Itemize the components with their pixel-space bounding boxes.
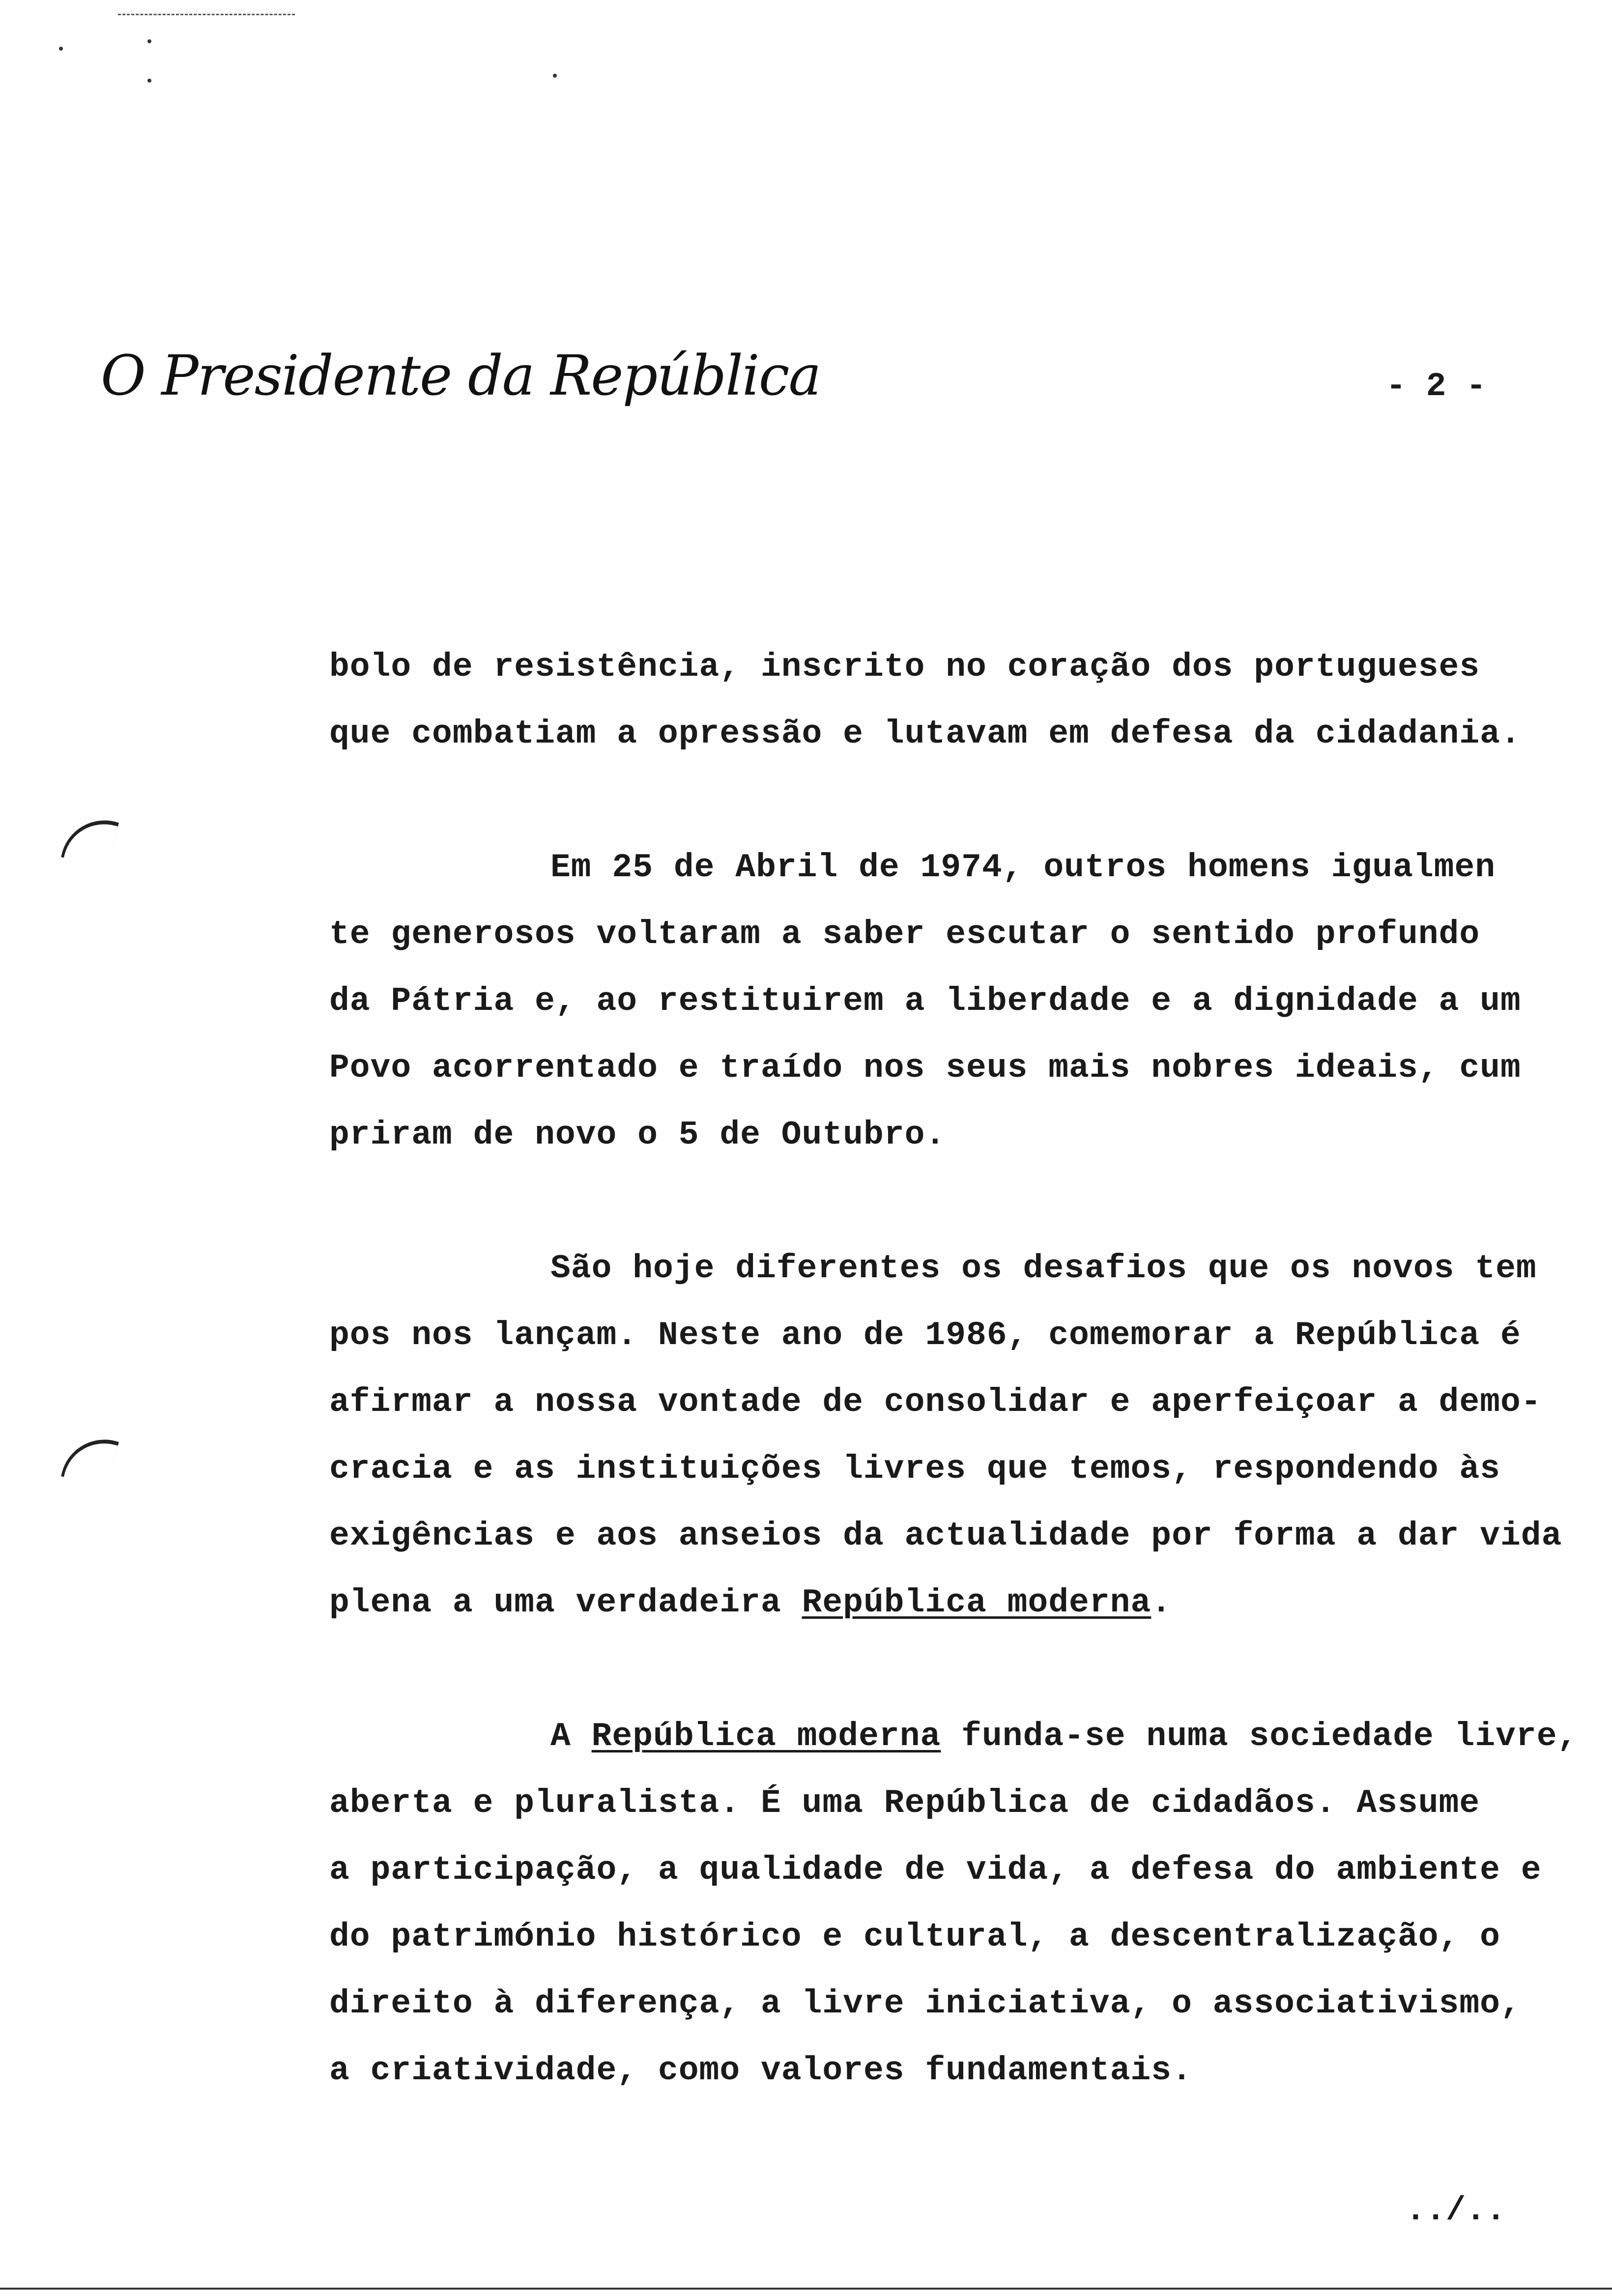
scan-speck: [147, 39, 151, 43]
continuation-marker: ../..: [1406, 2192, 1506, 2230]
underlined-phrase: República moderna: [802, 1584, 1151, 1622]
text-line: Povo acorrentado e traído nos seus mais nobres ideais, cum: [329, 1049, 1521, 1087]
text-line: bolo de resistência, inscrito no coração dos portugueses: [329, 648, 1480, 686]
text-line: a criatividade, como valores fundamentais.: [329, 2052, 1192, 2090]
punch-hole-mark: [61, 810, 119, 869]
letterhead-title: O Presidente da República: [101, 344, 821, 408]
text-line: te generosos voltaram a saber escutar o sentido profundo: [329, 916, 1480, 953]
text-line: Em 25 de Abril de 1974, outros homens igualmen: [550, 849, 1496, 887]
text-line: exigências e aos anseios da actualidade por forma a dar vida: [329, 1517, 1562, 1555]
document-body: [329, 634, 1587, 2171]
scan-edge-line: [0, 2288, 1612, 2290]
scan-mark: [118, 14, 295, 15]
text-segment: A: [550, 1718, 592, 1755]
text-line: São hoje diferentes os desafios que os novos tem: [550, 1250, 1537, 1288]
text-line: [329, 1570, 1587, 1636]
text-line: pos nos lançam. Neste ano de 1986, comemorar a República é: [329, 1317, 1521, 1354]
text-segment: .: [1151, 1584, 1172, 1622]
text-line: a participação, a qualidade de vida, a defesa do ambiente e: [329, 1851, 1542, 1889]
paragraph-3: [329, 1235, 1587, 1636]
text-line: direito à diferença, a livre iniciativa, o associativismo,: [329, 1985, 1521, 2023]
text-line: priram de novo o 5 de Outubro.: [329, 1116, 946, 1154]
page-number: - 2 -: [1386, 368, 1487, 405]
paragraph-2: [329, 834, 1587, 1169]
text-line: do património histórico e cultural, a descentralização, o: [329, 1918, 1500, 1956]
text-line: afirmar a nossa vontade de consolidar e aperfeiçoar a demo-: [329, 1383, 1542, 1421]
text-line: cracia e as instituições livres que temos, respondendo às: [329, 1450, 1500, 1488]
scan-speck: [59, 47, 63, 51]
text-line: que combatiam a opressão e lutavam em defesa da cidadania.: [329, 715, 1521, 753]
scan-speck: [147, 79, 151, 83]
underlined-phrase: República moderna: [591, 1718, 941, 1755]
paragraph-4: [329, 1703, 1587, 2104]
text-line: aberta e pluralista. É uma República de cidadãos. Assume: [329, 1784, 1480, 1822]
text-line: da Pátria e, ao restituirem a liberdade e a dignidade a um: [329, 982, 1521, 1020]
punch-hole-mark: [61, 1430, 119, 1489]
paragraph-1: [329, 634, 1587, 768]
text-segment: plena a uma verdadeira: [329, 1584, 802, 1622]
text-segment: funda-se numa sociedade livre,: [941, 1718, 1578, 1755]
text-line: [329, 1703, 1587, 1770]
scan-speck: [553, 74, 557, 78]
